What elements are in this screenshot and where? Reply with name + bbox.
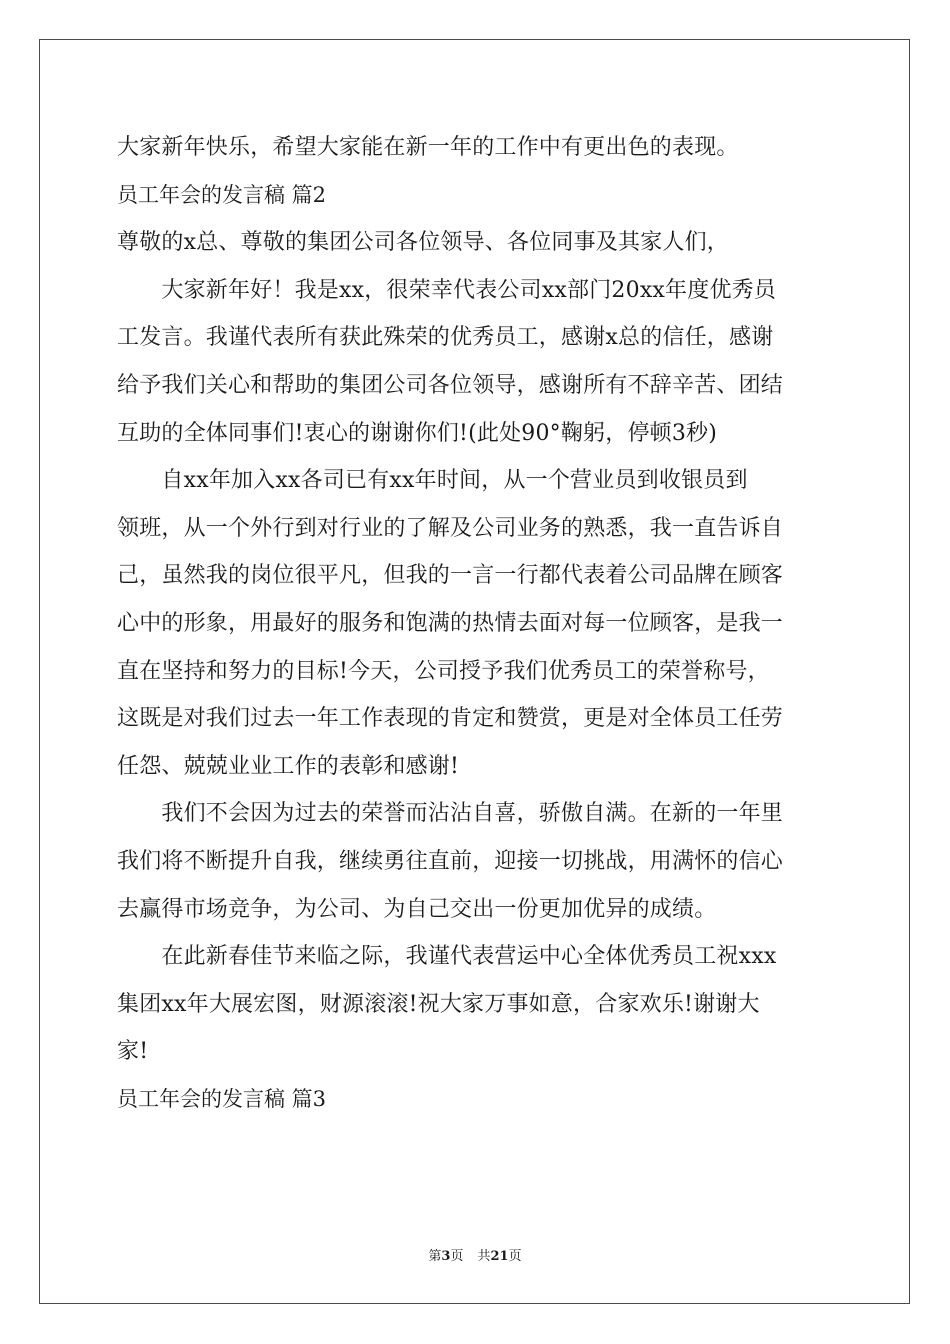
paragraph-line: 给予我们关心和帮助的集团公司各位领导，感谢所有不辞辛苦、团结 [117,372,784,398]
paragraph-line: 大家新年快乐，希望大家能在新一年的工作中有更出色的表现。 [117,135,739,160]
paragraph-line: 大家新年好！我是xx，很荣幸代表公司xx部门20xx年度优秀员 [117,277,777,303]
paragraph-line: 互助的全体同事们!衷心的谢谢你们!(此处90°鞠躬，停顿3秒) [117,420,718,446]
page-footer [0,1248,950,1266]
paragraph-line: 直在坚持和努力的目标!今天，公司授予我们优秀员工的荣誉称号， [117,658,770,684]
paragraph-line: 自xx年加入xx各司已有xx年时间，从一个营业员到收银员到 [117,468,748,494]
page-prefix: 第 [428,1249,442,1264]
salutation-line: 尊敬的x总、尊敬的集团公司各位领导、各位同事及其家人们， [117,230,730,256]
page-suffix: 页 [450,1249,464,1264]
total-page-count: 21 [490,1249,509,1264]
paragraph-line: 在此新春佳节来临之际，我谨代表营运中心全体优秀员工祝xxx [117,944,777,970]
section-heading: 员工年会的发言稿 篇3 [117,1086,327,1111]
paragraph-line: 这既是对我们过去一年工作表现的肯定和赞赏，更是对全体员工任劳 [117,706,784,732]
document-body [117,124,837,1123]
paragraph-line: 集团xx年大展宏图，财源滚滚!祝大家万事如意，合家欢乐!谢谢大 [117,991,760,1017]
paragraph-line: 我们不会因为过去的荣誉而沾沾自喜，骄傲自满。在新的一年里 [117,801,784,827]
paragraph-line: 任怨、兢兢业业工作的表彰和感谢! [117,753,460,779]
paragraph-line: 心中的形象，用最好的服务和饱满的热情去面对每一位顾客，是我一 [117,610,784,636]
section-heading: 员工年会的发言稿 篇2 [117,182,327,207]
paragraph-line: 工发言。我谨代表所有获此殊荣的优秀员工，感谢x总的信任，感谢 [117,325,774,351]
paragraph-line: 己，虽然我的岗位很平凡，但我的一言一行都代表着公司品牌在顾客 [117,563,784,589]
total-suffix: 页 [508,1249,522,1264]
current-page-number: 3 [441,1249,451,1264]
paragraph-line: 去赢得市场竞争，为公司、为自己交出一份更加优异的成绩。 [117,896,717,922]
total-prefix: 共 [477,1249,491,1264]
paragraph-line: 家! [117,1039,149,1065]
paragraph-line: 我们将不断提升自我，继续勇往直前，迎接一切挑战，用满怀的信心 [117,848,784,874]
paragraph-line: 领班，从一个外行到对行业的了解及公司业务的熟悉，我一直告诉自 [117,515,784,541]
